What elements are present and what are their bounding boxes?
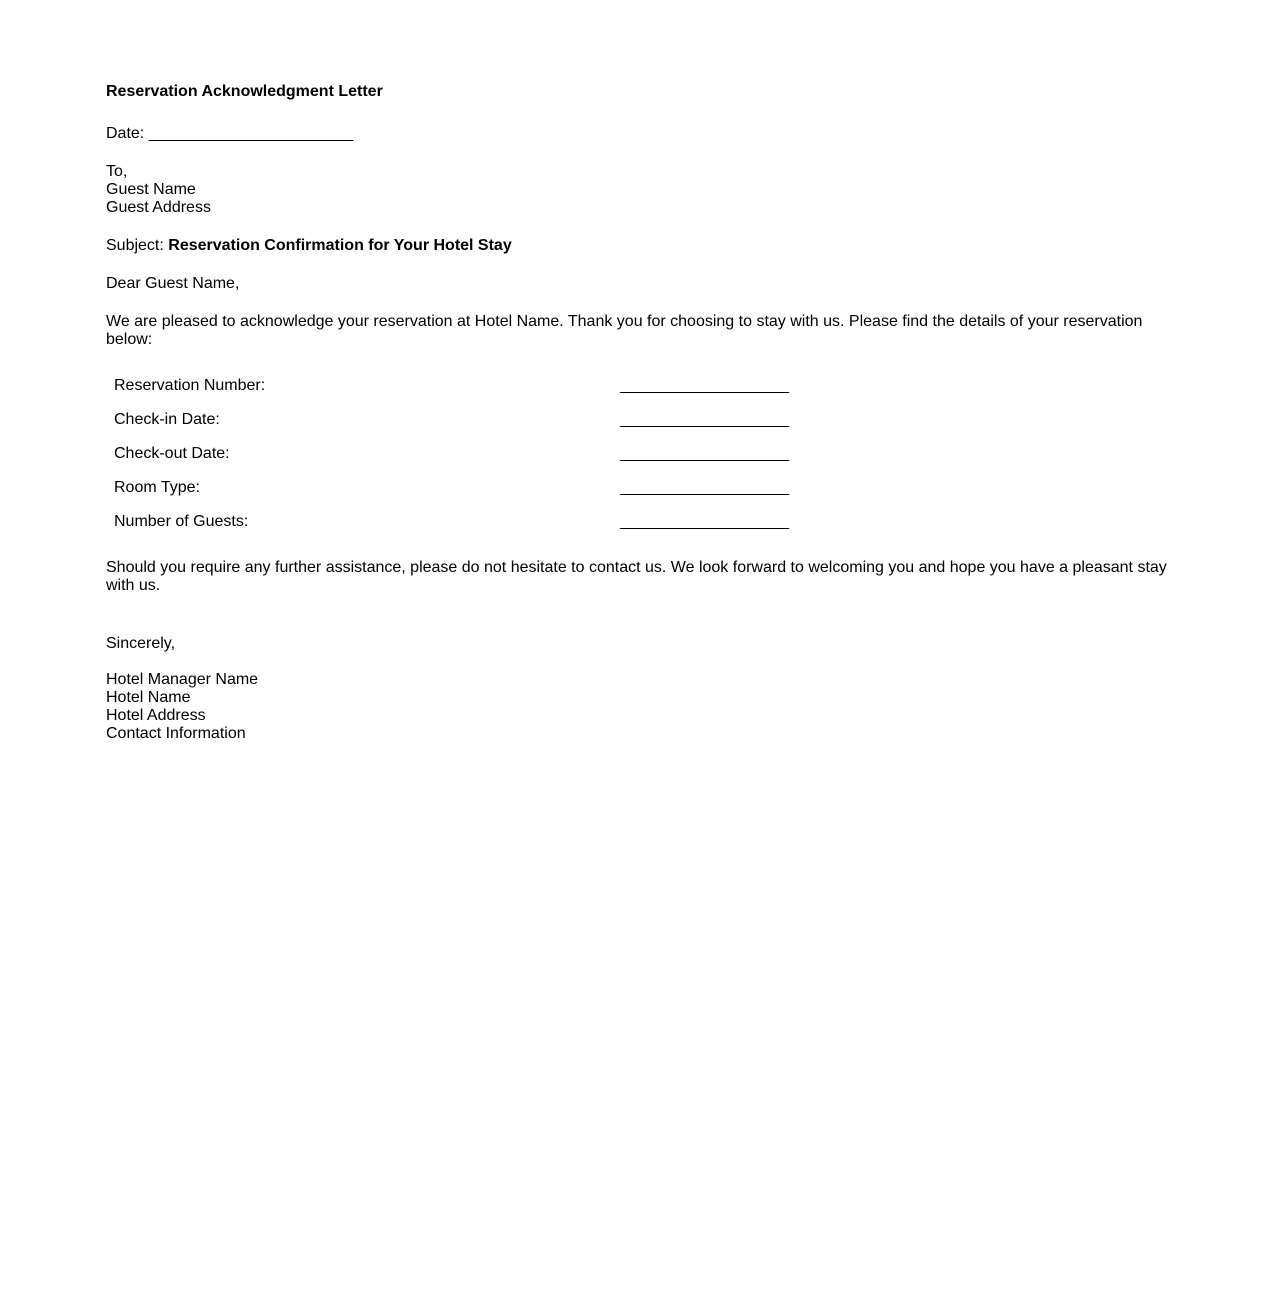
manager-name: Hotel Manager Name (106, 671, 259, 688)
detail-row-check-out (114, 445, 794, 463)
detail-row-guests (114, 513, 794, 531)
intro-paragraph: We are pleased to acknowledge your reservation at Hotel Name. Thank you for choosing to stay with us. Please find the details of your reservation below: (106, 313, 1143, 348)
detail-blank: ___________________ (620, 377, 790, 394)
detail-label: Number of Guests: (114, 513, 249, 530)
detail-blank: ___________________ (620, 445, 790, 462)
subject-line (106, 237, 1174, 255)
contact-information: Contact Information (106, 725, 246, 742)
detail-blank: ___________________ (620, 479, 790, 496)
closing-paragraph: Should you require any further assistance, please do not hesitate to contact us. We look forward to welcoming you and hope you have a pleasant stay with us. (106, 559, 1167, 594)
guest-name: Guest Name (106, 181, 196, 198)
letter-title: Reservation Acknowledgment Letter (106, 83, 383, 100)
signature-block (106, 671, 1174, 743)
salutation: Dear Guest Name, (106, 275, 240, 292)
date-blank: _______________________ (148, 125, 354, 142)
detail-label: Check-in Date: (114, 411, 220, 428)
detail-blank: ___________________ (620, 411, 790, 428)
detail-row-check-in (114, 411, 794, 429)
detail-row-room-type (114, 479, 794, 497)
detail-blank: ___________________ (620, 513, 790, 530)
subject-label: Subject: (106, 237, 164, 254)
hotel-name: Hotel Name (106, 689, 191, 706)
detail-label: Check-out Date: (114, 445, 230, 462)
detail-label: Room Type: (114, 479, 200, 496)
hotel-address: Hotel Address (106, 707, 206, 724)
detail-row-reservation-number (114, 377, 794, 395)
recipient-block (106, 163, 1174, 217)
date-line (106, 125, 1174, 143)
subject-text: Reservation Confirmation for Your Hotel Stay (168, 237, 512, 254)
signoff: Sincerely, (106, 635, 176, 652)
date-label: Date: (106, 125, 145, 142)
detail-label: Reservation Number: (114, 377, 266, 394)
to-label: To, (106, 163, 128, 180)
guest-address: Guest Address (106, 199, 211, 216)
